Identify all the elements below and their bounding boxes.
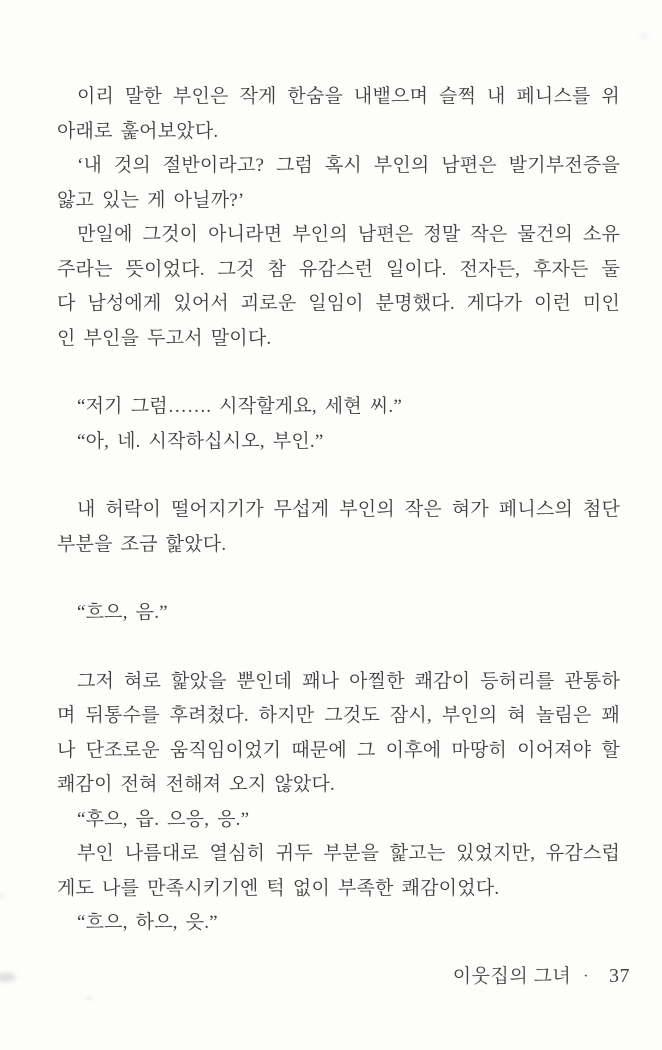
text-line: 인 부인을 두고서 말이다. [57,327,272,349]
text-line: 내 허락이 떨어지기가 무섭게 부인의 작은 혀가 페니스의 첨단 [77,499,620,520]
text-line: 주라는 뜻이었다. 그것 참 유감스런 일이다. 전자든, 후자든 둘 [57,258,620,280]
text-line: 부분을 조금 핥았다. [57,533,227,555]
text-line: 그저 혀로 핥았을 뿐인데 꽤나 아찔한 쾌감이 등허리를 관통하 [77,670,620,692]
text-line: 다 남성에게 있어서 괴로운 일임이 분명했다. 게다가 이런 미인 [57,293,620,314]
footer-separator-dot: · [583,968,589,985]
page-number: 37 [609,965,630,987]
running-title: 이웃집의 그녀 [452,966,572,987]
text-line: 쾌감이 전혀 전해져 오지 않았다. [57,774,335,795]
paragraph-gap [57,459,620,493]
text-line: 나 단조로운 움직임이었기 때문에 그 이후에 마땅히 이어져야 할 [57,739,620,761]
scan-artifact [86,996,93,1000]
text-line: 부인 나름대로 열심히 귀두 부분을 핥고는 있었지만, 유감스럽 [77,843,620,864]
text-line: 만일에 그것이 아니라면 부인의 남편은 정말 작은 물건의 소유 [77,224,620,245]
text-line: 이리 말한 부인은 작게 한숨을 내뱉으며 슬쩍 내 페니스를 위 [77,86,620,107]
page-body [57,80,620,941]
text-line: ‘내 것의 절반이라고? 그럼 혹시 부인의 남편은 발기부전증을 [77,155,620,176]
text-line: “흐으, 음.” [77,602,168,623]
page-footer [453,962,630,991]
text-line: 아래로 훑어보았다. [57,120,219,142]
scan-artifact [0,973,16,982]
scan-artifact [640,33,649,39]
text-line: 게도 나를 만족시키기엔 턱 없이 부족한 쾌감이었다. [57,877,500,899]
text-line: “저기 그럼……. 시작할게요, 세현 씨.” [77,396,402,417]
text-line: “흐으, 하으, 읏.” [77,912,218,933]
paragraph-gap [57,356,620,390]
scan-artifact [0,893,5,898]
paragraph-gap [57,631,620,665]
text-line: “후으, 읍. 으응, 응.” [77,808,250,830]
text-line: 앓고 있는 게 아닐까?’ [57,189,245,211]
text-line: 며 뒤통수를 후려쳤다. 하지만 그것도 잠시, 부인의 혀 놀림은 꽤 [57,705,620,726]
text-line: “아, 네. 시작하십시오, 부인.” [77,430,324,452]
paragraph-gap [57,562,620,596]
